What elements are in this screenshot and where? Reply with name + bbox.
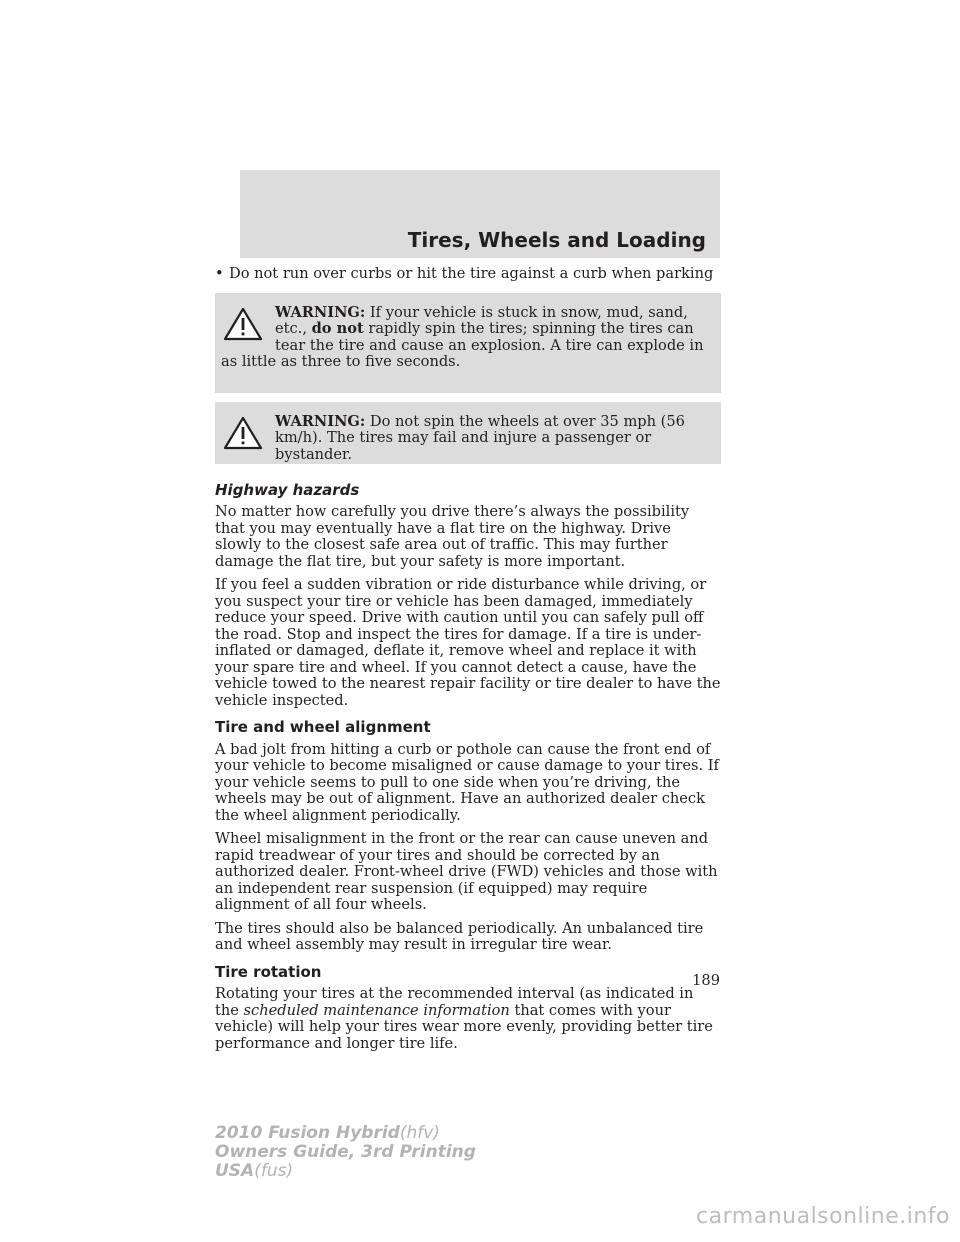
footer-line-3 (215, 1162, 476, 1181)
warning-text-a: If your vehicle is stuck in snow, mud, sand, etc., (275, 303, 688, 337)
footer-model: 2010 Fusion Hybrid (215, 1123, 400, 1143)
paragraph: No matter how carefully you drive there’s always the possibility that you may eventually have a flat tire on the highway. Drive slowly to the closest safe area out of traffic. This may further damage the flat tire, but your safety is more important. (215, 503, 690, 570)
warning-text-b: rapidly spin the tires; spinning the tires can tear the tire and cause an explosion. A tire can explode in as little as three to five seconds. (221, 320, 704, 370)
warning-text: Do not spin the wheels at over 35 mph (56 km/h). The tires may fail and injure a passenger or bystander. (275, 412, 685, 463)
rotation-text-b: that comes with your vehicle) will help your tires wear more evenly, providing better tire performance and longer tire life. (215, 1001, 713, 1052)
bullet-text: Do not run over curbs or hit the tire against a curb when parking (229, 265, 714, 282)
paragraph: The tires should also be balanced periodically. An unbalanced tire and wheel assembly may result in irregular tire wear. (215, 919, 704, 953)
paragraph: Wheel misalignment in the front or the rear can cause uneven and rapid treadwear of your tires and should be corrected by an authorized dealer. Front-wheel drive (FWD) vehicles and those with an independent rear suspension (if equipped) may require alignment of all four wheels. (215, 830, 718, 913)
warning-label: WARNING: (275, 303, 366, 321)
footer-line-1 (215, 1124, 476, 1143)
warning-emphasis: do not (311, 320, 364, 337)
section-title: Tires, Wheels and Loading (407, 228, 706, 252)
warning-box-wheel-speed (215, 402, 721, 464)
heading-tire-rotation: Tire rotation (215, 962, 322, 981)
paragraph-rotation (215, 986, 721, 1052)
watermark: carmanualsonline.info (696, 1204, 950, 1229)
warning-triangle-icon (223, 416, 263, 450)
rotation-italic: scheduled maintenance information (243, 1001, 510, 1019)
document-footer (215, 1124, 476, 1181)
footer-region-code: (fus) (254, 1161, 294, 1181)
footer-model-code: (hfv) (399, 1123, 440, 1143)
paragraph: If you feel a sudden vibration or ride disturbance while driving, or you suspect your tire or vehicle has been damaged, immediately reduce your speed. Drive with caution until you can safely pull off the road. Stop and inspect the tires for damage. If a tire is under-inflated or damaged, deflate it, remove wheel and replace it with your spare tire and wheel. If you cannot detect a cause, have the vehicle towed to the nearest repair facility or tire dealer to have the vehicle inspected. (215, 576, 721, 709)
page-content (215, 266, 721, 1059)
warning-label: WARNING: (275, 412, 366, 430)
heading-highway-hazards: Highway hazards (215, 480, 360, 499)
section-header (240, 170, 720, 258)
warning-box-spin-tires (215, 293, 721, 393)
heading-tire-wheel-alignment: Tire and wheel alignment (215, 718, 431, 736)
footer-region: USA (215, 1161, 255, 1181)
footer-line-2: Owners Guide, 3rd Printing (215, 1142, 476, 1162)
rotation-text-a: Rotating your tires at the recommended interval (as indicated in the (215, 985, 694, 1019)
bullet-item (215, 266, 721, 283)
warning-triangle-icon (223, 307, 263, 341)
page-number: 189 (692, 972, 720, 989)
bullet-symbol: • (215, 265, 224, 282)
paragraph: A bad jolt from hitting a curb or pothole can cause the front end of your vehicle to become misaligned or cause damage to your tires. If your vehicle seems to pull to one side when you’re driving, the wheels may be out of alignment. Have an authorized dealer check the wheel alignment periodically. (215, 740, 719, 824)
